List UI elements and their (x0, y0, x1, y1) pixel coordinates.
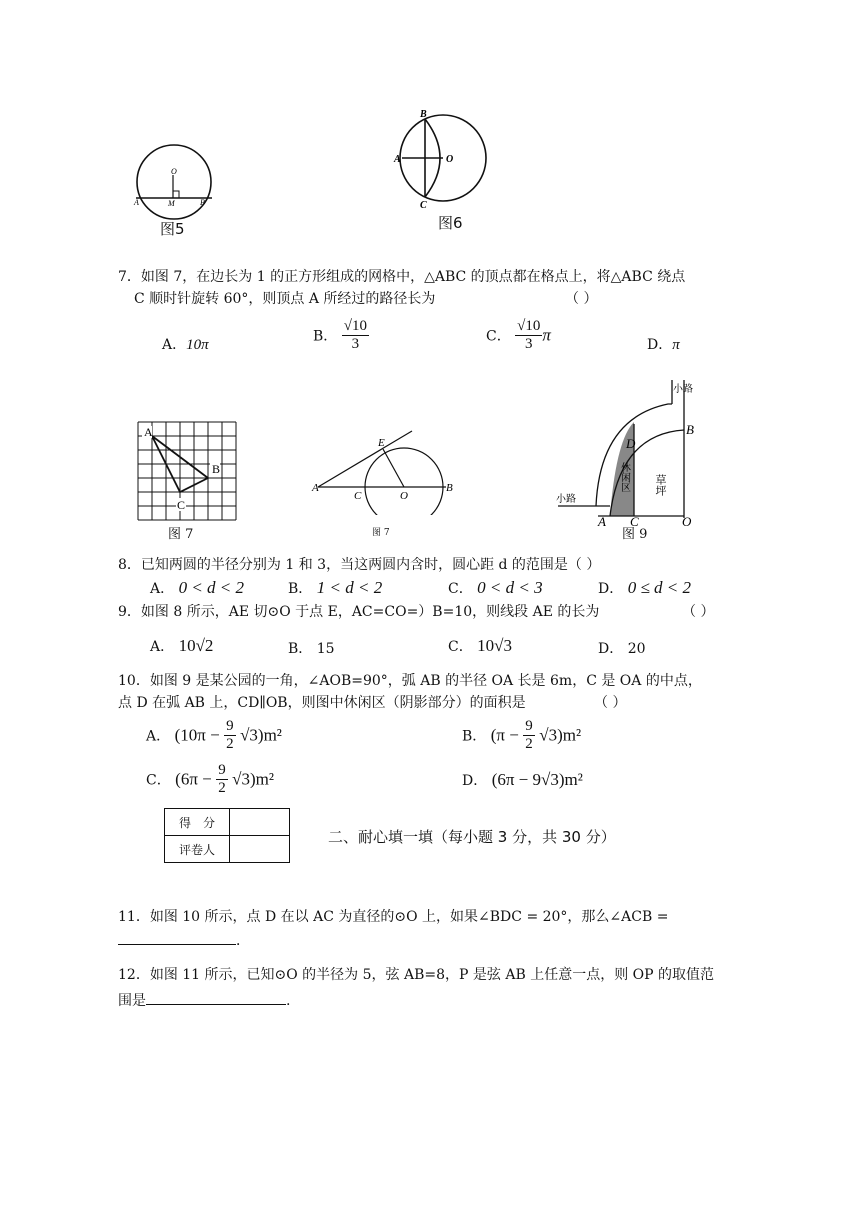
option-label: D． (647, 337, 673, 353)
option-value: (6π − 9√3)m² (491, 770, 583, 789)
question-7-line-1: 7．如图 7，在边长为 1 的正方形组成的网格中，△ABC 的顶点都在格点上，将△ABC 绕点 (118, 269, 686, 285)
option-label: B． (462, 728, 487, 745)
road-top-text: 小路 (673, 384, 693, 395)
blank-tail: ． (236, 933, 250, 949)
score-label: 得 分 (165, 809, 230, 836)
question-12-line-1: 12．如图 11 所示，已知⊙O 的半径为 5，弦 AB=8，P 是弦 AB 上任意一点，则 OP 的取值范 (118, 967, 714, 983)
label-rest-area: 休闲区 (618, 462, 630, 492)
label-a: A (312, 482, 319, 494)
option-label: A． (150, 639, 175, 655)
label-c: C (630, 514, 639, 529)
question-9: 9．如图 8 所示，AE 切⊙O 于点 E，AC=CO=）B=10，则线段 AE 的长为 (118, 604, 600, 620)
question-8: 8．已知两圆的半径分别为 1 和 3，当这两圆内含时，圆心距 d 的范围是（ ） (118, 557, 601, 573)
option-label: C． (146, 772, 171, 789)
option-value: 0 ≤ d < 2 (627, 578, 691, 597)
option-label: D． (598, 581, 624, 597)
q7-option-d[interactable] (647, 334, 680, 354)
question-11-answer-line (118, 928, 250, 952)
q9-option-c[interactable] (448, 636, 512, 656)
question-10-line-1: 10．如图 9 是某公园的一角，∠AOB=90°，弧 AB 的半径 OA 长是 6m，C 是 OA 的中点， (118, 673, 702, 689)
option-label: A． (162, 337, 187, 353)
figure-7-tangent (310, 425, 460, 515)
numerator: 9 (226, 718, 234, 734)
label-b: B (200, 198, 205, 207)
denominator: 3 (525, 336, 533, 352)
label-o: O (171, 167, 177, 176)
label-e: E (378, 437, 385, 449)
option-value: 10√3 (477, 636, 513, 655)
label-c: C (420, 200, 427, 211)
q8-option-d[interactable] (598, 578, 691, 598)
q9-option-b[interactable] (288, 638, 335, 658)
expr-post: √3)m² (539, 725, 582, 745)
answer-blank[interactable] (118, 928, 236, 945)
denominator: 2 (226, 736, 234, 752)
figure-9 (548, 378, 708, 530)
q8-option-c[interactable] (448, 578, 543, 598)
grader-label: 评卷人 (165, 836, 230, 863)
q10-option-b[interactable] (462, 718, 581, 753)
expr-post: √3)m² (232, 769, 274, 789)
label-lawn: 草坪 (654, 474, 666, 496)
label-a: A (598, 514, 606, 529)
option-label: A． (146, 728, 171, 745)
q10-option-d[interactable] (462, 770, 583, 790)
expr-pre: (10π − (174, 725, 220, 745)
option-value: π (672, 337, 680, 353)
q10-option-a[interactable] (146, 718, 282, 753)
label-road-left: 小路 (556, 494, 576, 505)
label-d: D (626, 436, 636, 451)
pi-symbol: π (542, 325, 551, 345)
option-label: B． (313, 328, 338, 345)
question-7-paren: （ ） (565, 291, 598, 307)
expr-post: √3)m² (240, 725, 282, 745)
question-12-line-2 (118, 988, 290, 1012)
option-value: 0 < d < 2 (178, 578, 245, 597)
numerator: √10 (517, 318, 541, 334)
fraction (515, 318, 542, 353)
figure-6 (390, 105, 495, 220)
q10-option-c[interactable] (146, 762, 274, 797)
q7-option-a[interactable] (162, 334, 209, 354)
denominator: 2 (525, 736, 533, 752)
label-a: A (144, 425, 153, 439)
q8-option-a[interactable] (150, 578, 244, 598)
blank-tail: . (286, 993, 291, 1009)
option-value: 20 (627, 641, 646, 657)
figure-7-tangent-caption: 图 7 (372, 528, 390, 538)
question-11: 11．如图 10 所示，点 D 在以 AC 为直径的⊙O 上，如果∠BDC = 20°，那么∠ACB = (118, 909, 669, 925)
denominator: 3 (351, 336, 360, 352)
option-label: C． (448, 581, 473, 597)
q7-option-c[interactable] (486, 318, 551, 353)
label-b: B (212, 462, 221, 476)
q8-option-b[interactable] (288, 578, 382, 598)
q9-option-d[interactable] (598, 638, 646, 658)
option-label: C． (448, 639, 473, 655)
option-label: B． (288, 641, 313, 657)
label-o: O (682, 514, 692, 529)
label-o: O (400, 490, 408, 502)
label-b: B (420, 109, 427, 120)
fraction (216, 762, 228, 797)
line-start: 围是 (118, 993, 146, 1009)
fraction (523, 718, 535, 753)
answer-blank[interactable] (146, 988, 286, 1005)
label-o: O (446, 154, 454, 165)
fraction (342, 318, 369, 353)
option-label: D． (598, 641, 624, 657)
expr-pre: (6π − (175, 769, 212, 789)
question-9-paren: （ ） (682, 604, 715, 620)
option-value: 15 (316, 641, 335, 657)
label-a: A (394, 154, 401, 165)
fraction (224, 718, 236, 753)
figure-5-caption: 图5 (160, 220, 185, 238)
option-label: C． (486, 328, 511, 345)
grader-box[interactable] (230, 836, 290, 863)
label-a: A (134, 198, 139, 207)
score-table (164, 808, 290, 863)
question-7-line-2: C 顺时针旋转 60°，则顶点 A 所经过的路径长为 (134, 291, 436, 307)
option-value: 1 < d < 2 (316, 578, 383, 597)
label-c: C (177, 498, 186, 512)
option-label: B． (288, 581, 313, 597)
figure-9-caption: 图 9 (622, 527, 648, 542)
section-2-title: 二、耐心填一填（每小题 3 分，共 30 分） (328, 828, 616, 846)
q7-option-b[interactable] (313, 318, 369, 353)
label-b: B (686, 422, 694, 437)
figure-7-grid-caption: 图 7 (168, 527, 194, 542)
question-10-paren: （ ） (594, 695, 627, 711)
label-b: B (446, 482, 453, 494)
numerator: 9 (218, 762, 226, 778)
option-value: 10π (186, 337, 209, 353)
option-label: A． (150, 581, 175, 597)
figure-6-caption: 图6 (438, 214, 463, 232)
numerator: √10 (343, 318, 367, 334)
label-road-top (673, 382, 693, 395)
score-box[interactable] (230, 809, 290, 836)
question-10-line-2: 点 D 在弧 AB 上，CD∥OB，则图中休闲区（阴影部分）的面积是 (118, 695, 526, 711)
option-value: 10√2 (178, 636, 214, 655)
q9-option-a[interactable] (150, 636, 213, 656)
label-m: M (168, 199, 175, 208)
figure-7-grid (136, 418, 240, 524)
expr-pre: (π − (490, 725, 519, 745)
denominator: 2 (218, 780, 226, 796)
numerator: 9 (525, 718, 533, 734)
option-label: D． (462, 773, 488, 789)
option-value: 0 < d < 3 (477, 578, 543, 597)
label-c: C (354, 490, 362, 502)
